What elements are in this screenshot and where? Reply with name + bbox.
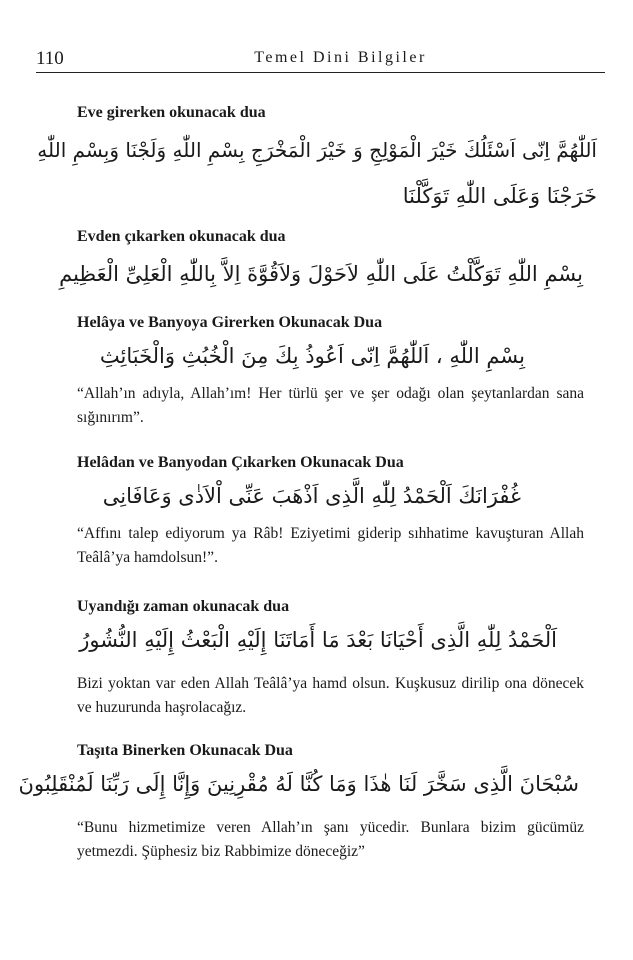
page-number: 110 (36, 48, 64, 69)
translation-text: “Allah’ın adıyla, Allah’ım! Her türlü şer ve şer odağı olan şeytanlardan sana sığınırım”. (77, 385, 584, 426)
section-heading-eve-girerken: Eve girerken okunacak dua (77, 104, 266, 121)
arabic-dua-line: بِسْمِ اللّٰهِ ، اَللّٰهُمَّ اِنّى اَعُوذُ بِكَ مِنَ الْخُبُثِ وَالْخَبَائِثِ (99, 344, 525, 368)
translation-text: Bizi yoktan var eden Allah Teâlâ’ya hamd olsun. Kuşkusuz dirilip ona dönecek ve huzurunda haşrolacağız. (77, 675, 584, 716)
arabic-dua-line: اَلْحَمْدُ لِلّٰهِ الَّذِى أَحْيَانَا بَعْدَ مَا أَمَاتَنَا إِلَيْهِ الْبَعْثُ إِلَيْهِ النُّشُورُ (79, 628, 557, 652)
arabic-dua-line: بِسْمِ اللّٰهِ تَوَكَّلْتُ عَلَى اللّٰهِ لاَحَوْلَ وَلاَقُوَّةَ اِلاَّ بِاللّٰهِ الْعَلِىِّ الْعَظِيمِ (59, 262, 583, 286)
section-heading-tasita-binerken: Taşıta Binerken Okunacak Dua (77, 742, 293, 759)
arabic-dua-line: خَرَجْنَا وَعَلَى اللّٰهِ تَوَكَّلْنَا (402, 184, 597, 208)
section-heading-heladan-cikarken: Helâdan ve Banyodan Çıkarken Okunacak Dua (77, 454, 404, 471)
running-title: Temel Dini Bilgiler (254, 49, 427, 66)
translation-text: “Bunu hizmetimize veren Allah’ın şanı yücedir. Bunlara bizim gücümüz yetmezdi. Şüphesiz biz Rabbimize döneceğiz” (77, 819, 584, 860)
section-heading-helaya-girerken: Helâya ve Banyoya Girerken Okunacak Dua (77, 314, 383, 331)
section-heading-uyandigi-zaman: Uyandığı zaman okunacak dua (77, 598, 290, 615)
arabic-dua-line: اَللّٰهُمَّ اِنّى اَسْئَلُكَ خَيْرَ الْمَوْلِجِ وَ خَيْرَ الْمَخْرَجِ بِسْمِ اللّٰهِ وَلَجْنَا وَبِسْمِ اللّٰهِ (37, 138, 597, 162)
page-header (36, 46, 605, 73)
arabic-dua-line: سُبْحَانَ الَّذِى سَخَّرَ لَنَا هٰذَا وَمَا كُنَّا لَهُ مُقْرِنِينَ وَإِنَّا إِلَى رَبِّنَا لَمُنْقَلِبُونَ (18, 772, 579, 796)
arabic-dua-line: غُفْرَانَكَ اَلْحَمْدُ لِلّٰهِ الَّذِى اَذْهَبَ عَنِّى اْلاَذٰى وَعَافَانِى (102, 484, 521, 508)
translation-text: “Affını talep ediyorum ya Râb! Eziyetimi giderip sıhhatime kavuşturan Allah Teâlâ’ya hamdolsun!”. (77, 525, 584, 566)
section-heading-evden-cikarken: Evden çıkarken okunacak dua (77, 228, 286, 245)
